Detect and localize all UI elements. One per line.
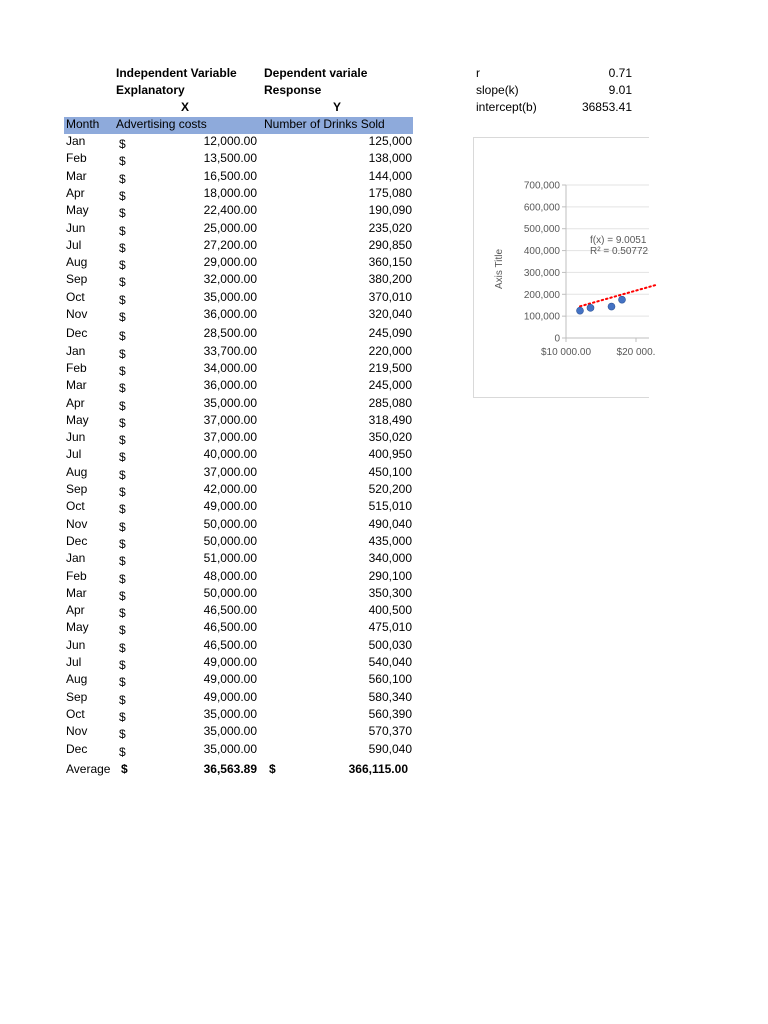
data-point[interactable]: [587, 304, 594, 311]
stat-slope-label: slope(k): [476, 83, 519, 97]
table-row: [0, 499, 420, 516]
row-dollar-sign: $: [119, 310, 126, 324]
row-drinks-sold[interactable]: 370,010: [368, 289, 412, 304]
row-dollar-sign: $: [119, 381, 126, 396]
row-drinks-sold[interactable]: 435,000: [368, 533, 412, 548]
x-marker: X: [181, 100, 190, 114]
row-drinks-sold[interactable]: 350,300: [368, 585, 412, 600]
row-month[interactable]: Jul: [66, 447, 82, 462]
row-dollar-sign: $: [119, 467, 126, 482]
row-drinks-sold[interactable]: 450,100: [368, 464, 412, 479]
row-drinks-sold[interactable]: 590,040: [368, 741, 412, 756]
row-drinks-sold[interactable]: 350,020: [368, 430, 412, 445]
row-advertising-cost[interactable]: 25,000.00: [203, 220, 257, 235]
dependent-variable-title: Dependent variale: [264, 66, 368, 80]
row-advertising-cost[interactable]: 34,000.00: [203, 360, 257, 375]
row-dollar-sign: $: [119, 450, 126, 465]
table-row: [0, 620, 420, 637]
row-advertising-cost[interactable]: 37,000.00: [203, 464, 257, 479]
row-advertising-cost[interactable]: 50,000.00: [203, 533, 257, 548]
y-tick-label: 300,000: [523, 267, 560, 279]
row-drinks-sold[interactable]: 360,150: [368, 255, 412, 270]
row-advertising-cost[interactable]: 12,000.00: [203, 134, 257, 148]
row-month[interactable]: Aug: [66, 255, 88, 270]
row-drinks-sold[interactable]: 490,040: [368, 516, 412, 531]
row-dollar-sign: $: [119, 727, 126, 742]
table-row: [0, 569, 420, 586]
table-row: [0, 255, 420, 272]
stat-r: [476, 66, 656, 83]
row-dollar-sign: $: [119, 709, 126, 724]
row-drinks-sold[interactable]: 400,500: [368, 603, 412, 618]
row-drinks-sold[interactable]: 580,340: [368, 689, 412, 704]
row-dollar-sign: $: [119, 398, 126, 413]
row-advertising-cost[interactable]: 49,000.00: [203, 499, 257, 514]
row-month[interactable]: May: [66, 412, 89, 427]
table-row: [0, 638, 420, 655]
x-tick-label: $10 000.00: [540, 347, 592, 358]
table-row: [0, 517, 420, 534]
row-month[interactable]: Apr: [66, 185, 85, 200]
average-y-dollar: $: [269, 762, 276, 776]
y-axis-title[interactable]: Axis Title: [494, 248, 505, 290]
table-row: [0, 690, 420, 707]
row-drinks-sold[interactable]: 540,040: [368, 655, 412, 669]
table-row: [0, 307, 420, 324]
row-advertising-cost[interactable]: 49,000.00: [203, 672, 257, 687]
average-x-value[interactable]: 36,563.89: [203, 762, 257, 776]
row-drinks-sold[interactable]: 318,490: [368, 412, 412, 427]
row-dollar-sign: $: [119, 588, 126, 603]
row-drinks-sold[interactable]: 515,010: [368, 499, 412, 514]
row-drinks-sold[interactable]: 285,080: [368, 395, 412, 410]
explanatory-title: Explanatory: [116, 83, 185, 97]
y-tick-label: 500,000: [523, 224, 560, 236]
row-month[interactable]: Feb: [66, 151, 87, 166]
row-advertising-cost[interactable]: 16,500.00: [203, 168, 257, 183]
stat-intercept: [476, 100, 656, 117]
row-advertising-cost[interactable]: 29,000.00: [203, 255, 257, 270]
row-month[interactable]: Dec: [66, 741, 88, 756]
row-drinks-sold[interactable]: 144,000: [368, 168, 412, 183]
row-month[interactable]: Oct: [66, 289, 85, 304]
table-row: [0, 655, 420, 672]
table-row: [0, 672, 420, 689]
row-month[interactable]: Jul: [66, 655, 82, 669]
table-row: [0, 551, 420, 568]
row-month[interactable]: Oct: [66, 706, 85, 721]
data-point[interactable]: [619, 296, 626, 303]
trendline: [580, 285, 657, 307]
row-dollar-sign: $: [119, 188, 126, 203]
row-drinks-sold[interactable]: 380,200: [368, 272, 412, 287]
row-month[interactable]: Mar: [66, 585, 87, 600]
row-month[interactable]: Aug: [66, 672, 88, 687]
table-row: [0, 586, 420, 603]
trendline-r2: R² = 0.50772: [590, 246, 649, 257]
row-drinks-sold[interactable]: 245,000: [368, 378, 412, 393]
y-tick-label: 600,000: [523, 202, 560, 214]
stat-r-label: r: [476, 66, 480, 80]
row-drinks-sold[interactable]: 400,950: [368, 447, 412, 462]
row-advertising-cost[interactable]: 18,000.00: [203, 185, 257, 200]
row-dollar-sign: $: [119, 137, 126, 151]
row-month[interactable]: Mar: [66, 168, 87, 183]
independent-variable-title: Independent Variable: [116, 66, 237, 80]
row-dollar-sign: $: [119, 433, 126, 448]
row-dollar-sign: $: [119, 363, 126, 378]
row-dollar-sign: $: [119, 658, 126, 672]
table-row: [0, 724, 420, 741]
row-advertising-cost[interactable]: 46,500.00: [203, 620, 257, 635]
row-dollar-sign: $: [119, 640, 126, 655]
row-dollar-sign: $: [119, 206, 126, 221]
row-drinks-sold[interactable]: 235,020: [368, 220, 412, 235]
row-dollar-sign: $: [119, 292, 126, 307]
row-month[interactable]: Sep: [66, 689, 88, 704]
table-row: [0, 447, 420, 464]
y-tick-label: 100,000: [523, 311, 560, 323]
row-drinks-sold[interactable]: 290,850: [368, 237, 412, 252]
row-month[interactable]: Jan: [66, 134, 86, 148]
row-dollar-sign: $: [119, 536, 126, 551]
row-month[interactable]: Sep: [66, 482, 88, 496]
table-row: [0, 134, 420, 151]
data-point[interactable]: [577, 307, 584, 314]
table-row: [0, 378, 420, 395]
table-row: [0, 221, 420, 238]
row-dollar-sign: $: [119, 623, 126, 638]
row-advertising-cost[interactable]: 49,000.00: [203, 689, 257, 704]
row-advertising-cost[interactable]: 50,000.00: [203, 585, 257, 600]
row-advertising-cost[interactable]: 35,000.00: [203, 289, 257, 304]
row-month[interactable]: Jan: [66, 551, 86, 566]
row-month[interactable]: Jun: [66, 637, 86, 652]
table-row: [0, 413, 420, 430]
y-tick-label: 700,000: [523, 180, 560, 192]
row-month[interactable]: Jan: [66, 343, 86, 358]
row-drinks-sold[interactable]: 475,010: [368, 620, 412, 635]
row-advertising-cost[interactable]: 35,000.00: [203, 724, 257, 739]
row-advertising-cost[interactable]: 27,200.00: [203, 237, 257, 252]
scatter-chart-svg: [474, 138, 656, 397]
row-month[interactable]: May: [66, 203, 89, 218]
row-dollar-sign: $: [119, 346, 126, 361]
row-dollar-sign: $: [119, 692, 126, 707]
row-dollar-sign: $: [119, 258, 126, 273]
row-advertising-cost[interactable]: 36,000.00: [203, 307, 257, 321]
row-drinks-sold[interactable]: 290,100: [368, 568, 412, 583]
row-drinks-sold[interactable]: 560,100: [368, 672, 412, 687]
y-tick-label: 200,000: [523, 289, 560, 301]
table-row: [0, 707, 420, 724]
row-advertising-cost[interactable]: 37,000.00: [203, 412, 257, 427]
stat-slope: [476, 83, 656, 100]
row-month[interactable]: Feb: [66, 360, 87, 375]
table-row: [0, 482, 420, 499]
row-advertising-cost[interactable]: 33,700.00: [203, 343, 257, 358]
column-header-advertising-costs[interactable]: Advertising costs: [116, 117, 207, 131]
row-drinks-sold[interactable]: 245,090: [368, 326, 412, 341]
row-drinks-sold[interactable]: 125,000: [368, 134, 412, 148]
row-dollar-sign: $: [119, 571, 126, 586]
row-drinks-sold[interactable]: 220,000: [368, 343, 412, 358]
row-drinks-sold[interactable]: 570,370: [368, 724, 412, 739]
row-dollar-sign: $: [119, 502, 126, 517]
y-marker: Y: [333, 100, 342, 114]
row-drinks-sold[interactable]: 320,040: [368, 307, 412, 321]
row-drinks-sold[interactable]: 138,000: [368, 151, 412, 166]
response-title: Response: [264, 83, 322, 97]
stat-intercept-value[interactable]: 36853.41: [581, 100, 632, 114]
row-dollar-sign: $: [119, 675, 126, 690]
average-row: [0, 762, 420, 779]
row-month[interactable]: May: [66, 620, 89, 635]
row-dollar-sign: $: [119, 744, 126, 759]
row-month[interactable]: Nov: [66, 516, 88, 531]
table-row: [0, 344, 420, 361]
row-advertising-cost[interactable]: 28,500.00: [203, 326, 257, 341]
row-dollar-sign: $: [119, 171, 126, 186]
average-x-dollar: $: [121, 762, 128, 776]
row-drinks-sold[interactable]: 560,390: [368, 706, 412, 721]
row-drinks-sold[interactable]: 219,500: [368, 360, 412, 375]
table-row: [0, 272, 420, 289]
row-dollar-sign: $: [119, 606, 126, 621]
row-dollar-sign: $: [119, 223, 126, 238]
trendline-equation: f(x) = 9.0051: [590, 235, 647, 246]
row-dollar-sign: $: [119, 554, 126, 569]
table-row: [0, 534, 420, 551]
row-month[interactable]: Sep: [66, 272, 88, 287]
table-row: [0, 465, 420, 482]
row-advertising-cost[interactable]: 40,000.00: [203, 447, 257, 462]
row-advertising-cost[interactable]: 35,000.00: [203, 741, 257, 756]
row-month[interactable]: Dec: [66, 326, 88, 341]
row-advertising-cost[interactable]: 46,500.00: [203, 603, 257, 618]
row-month[interactable]: Jun: [66, 220, 86, 235]
row-drinks-sold[interactable]: 340,000: [368, 551, 412, 566]
table-row: [0, 151, 420, 168]
row-drinks-sold[interactable]: 520,200: [368, 482, 412, 496]
row-month[interactable]: Apr: [66, 395, 85, 410]
row-month[interactable]: Aug: [66, 464, 88, 479]
table-row: [0, 169, 420, 186]
row-dollar-sign: $: [119, 329, 126, 344]
y-tick-label: 400,000: [523, 246, 560, 258]
stat-intercept-label: intercept(b): [476, 100, 537, 114]
row-month[interactable]: Oct: [66, 499, 85, 514]
table-row: [0, 326, 420, 343]
table-row: [0, 396, 420, 413]
y-tick-label: 0: [554, 333, 560, 345]
row-month[interactable]: Nov: [66, 307, 88, 321]
row-drinks-sold[interactable]: 500,030: [368, 637, 412, 652]
scatter-chart[interactable]: [473, 137, 656, 398]
row-advertising-cost[interactable]: 37,000.00: [203, 430, 257, 445]
row-dollar-sign: $: [119, 154, 126, 169]
row-advertising-cost[interactable]: 48,000.00: [203, 568, 257, 583]
data-point[interactable]: [608, 303, 615, 310]
row-dollar-sign: $: [119, 415, 126, 430]
row-month[interactable]: Nov: [66, 724, 88, 739]
average-label: Average: [66, 762, 111, 776]
table-row: [0, 430, 420, 447]
row-month[interactable]: Feb: [66, 568, 87, 583]
row-dollar-sign: $: [119, 275, 126, 290]
row-drinks-sold[interactable]: 190,090: [368, 203, 412, 218]
row-month[interactable]: Apr: [66, 603, 85, 618]
row-month[interactable]: Jul: [66, 237, 82, 252]
row-advertising-cost[interactable]: 13,500.00: [203, 151, 257, 166]
table-row: [0, 603, 420, 620]
table-row: [0, 742, 420, 759]
column-header-drinks-sold[interactable]: Number of Drinks Sold: [264, 117, 385, 131]
row-advertising-cost[interactable]: 46,500.00: [203, 637, 257, 652]
row-drinks-sold[interactable]: 175,080: [368, 185, 412, 200]
average-y-value[interactable]: 366,115.00: [348, 762, 408, 776]
x-tick-label: $20 000.: [616, 347, 656, 358]
column-header-month[interactable]: Month: [66, 117, 100, 131]
row-advertising-cost[interactable]: 36,000.00: [203, 378, 257, 393]
row-advertising-cost[interactable]: 50,000.00: [203, 516, 257, 531]
row-advertising-cost[interactable]: 22,400.00: [203, 203, 257, 218]
row-month[interactable]: Jun: [66, 430, 86, 445]
table-row: [0, 203, 420, 220]
row-advertising-cost[interactable]: 35,000.00: [203, 706, 257, 721]
table-row: [0, 186, 420, 203]
row-month[interactable]: Mar: [66, 378, 87, 393]
row-dollar-sign: $: [119, 519, 126, 534]
row-advertising-cost[interactable]: 32,000.00: [203, 272, 257, 287]
row-advertising-cost[interactable]: 49,000.00: [203, 655, 257, 669]
stat-slope-value[interactable]: 9.01: [608, 83, 632, 97]
row-advertising-cost[interactable]: 42,000.00: [203, 482, 257, 496]
table-row: [0, 361, 420, 378]
row-advertising-cost[interactable]: 51,000.00: [203, 551, 257, 566]
row-dollar-sign: $: [119, 485, 126, 499]
row-month[interactable]: Dec: [66, 533, 88, 548]
stat-r-value[interactable]: 0.71: [608, 66, 632, 80]
table-row: [0, 290, 420, 307]
table-row: [0, 238, 420, 255]
row-advertising-cost[interactable]: 35,000.00: [203, 395, 257, 410]
row-dollar-sign: $: [119, 240, 126, 255]
